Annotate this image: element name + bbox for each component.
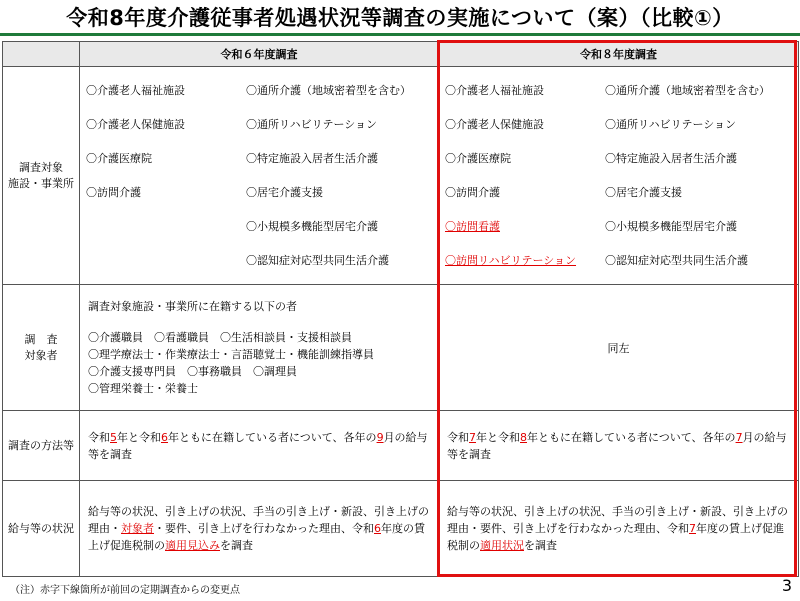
- facility-item: 〇訪問介護: [86, 185, 141, 199]
- facility-item: 〇居宅介護支援: [605, 185, 682, 199]
- subjects-r6: [80, 285, 439, 411]
- subjects-line: 〇介護支援専門員 〇事務職員 〇調理員: [88, 365, 297, 378]
- method-changed: 6: [161, 430, 168, 444]
- facility-item: 〇通所リハビリテーション: [246, 117, 378, 131]
- salary-text: 年度の賃上げ促進税制の: [447, 522, 784, 552]
- facility-item: 〇介護老人福祉施設: [445, 83, 544, 97]
- method-label: 調査の方法等: [3, 411, 80, 481]
- facility-item: 〇小規模多機能型居宅介護: [605, 219, 737, 233]
- method-text: 年と令和: [476, 430, 520, 444]
- same-as-left: 同左: [607, 341, 630, 355]
- header-empty: [3, 42, 80, 67]
- facility-item: 〇通所リハビリテーション: [605, 117, 737, 131]
- facilities-r8: [439, 67, 799, 285]
- facility-item: 〇居宅介護支援: [246, 185, 323, 199]
- salary-text: 給与等の状況、引き上げの状況、手当の引き上げ・新設、引き上げの理由・: [88, 505, 429, 535]
- method-text: 令和: [447, 430, 469, 444]
- facility-item: 〇介護老人保健施設: [445, 117, 544, 131]
- facilities-label-line1: 調査対象: [19, 160, 63, 174]
- header-r6: 令和６年度調査: [80, 42, 439, 67]
- subjects-label-line2: 対象者: [24, 348, 58, 362]
- facility-item: 〇認知症対応型共同生活介護: [605, 253, 748, 267]
- salary-text: ・要件、引き上げを行わなかった理由、令和: [154, 522, 374, 535]
- method-r6: [80, 411, 439, 481]
- facility-item: 〇通所介護（地域密着型を含む）: [605, 83, 770, 97]
- facility-item: 〇介護老人保健施設: [86, 117, 185, 131]
- facility-item: 〇介護医療院: [445, 151, 511, 165]
- method-text: 年ともに在籍している者について、各年の: [168, 430, 377, 444]
- method-text: 月の給与等を調査: [88, 430, 428, 461]
- subjects-label: [3, 285, 80, 411]
- method-text: 月の給与等を調査: [447, 430, 787, 461]
- method-changed: 7: [735, 430, 743, 444]
- subjects-line: 〇介護職員 〇看護職員 〇生活相談員・支援相談員: [88, 331, 352, 344]
- salary-label: 給与等の状況: [3, 481, 80, 577]
- method-text: 年と令和: [117, 430, 161, 444]
- salary-text: 年度の賃上げ促進税制の: [88, 522, 425, 552]
- facility-item: 〇通所介護（地域密着型を含む）: [246, 83, 411, 97]
- subjects-line: 〇理学療法士・作業療法士・言語聴覚士・機能訓練指導員: [88, 348, 374, 361]
- facilities-label: [3, 67, 80, 285]
- facilities-row: [3, 67, 799, 285]
- footnote: （注）赤字下線箇所が前回の定期調査からの変更点: [10, 585, 240, 596]
- salary-row: [3, 481, 799, 577]
- subjects-r8: [439, 285, 799, 411]
- method-changed: 5: [110, 430, 117, 444]
- salary-text: を調査: [524, 539, 557, 552]
- method-text: 年ともに在籍している者について、各年の: [527, 430, 736, 444]
- subjects-row: [3, 285, 799, 411]
- comparison-table: [2, 41, 799, 577]
- header-row: [3, 42, 799, 67]
- facility-item: 〇訪問介護: [445, 185, 500, 199]
- header-r8: 令和８年度調査: [439, 42, 799, 67]
- method-changed: 9: [376, 430, 384, 444]
- salary-text: 給与等の状況、引き上げの状況、手当の引き上げ・新設、引き上げの理由・要件、引き上げを行わなかった理由、令和: [447, 505, 788, 535]
- subjects-line: 〇管理栄養士・栄養士: [88, 382, 198, 395]
- salary-changed: 7: [689, 522, 696, 535]
- facility-item: 〇特定施設入居者生活介護: [605, 151, 737, 165]
- facility-item: 〇介護医療院: [86, 151, 152, 165]
- facility-item-changed: 〇訪問看護: [445, 219, 500, 233]
- title-area: [0, 0, 800, 38]
- facility-item: 〇認知症対応型共同生活介護: [246, 253, 389, 267]
- facility-item: 〇小規模多機能型居宅介護: [246, 219, 378, 233]
- method-changed: 8: [520, 430, 527, 444]
- method-r8: [439, 411, 799, 481]
- salary-changed: 対象者: [121, 522, 154, 535]
- salary-changed: 6: [374, 522, 381, 535]
- salary-r6: [80, 481, 439, 577]
- salary-text: を調査: [220, 539, 253, 552]
- method-text: 令和: [88, 430, 110, 444]
- facility-item-empty: [86, 244, 246, 278]
- facilities-r6: [80, 67, 439, 285]
- facility-item-empty: [86, 210, 246, 244]
- method-changed: 7: [469, 430, 476, 444]
- title-underline: [0, 33, 800, 36]
- facility-item-changed: 〇訪問リハビリテーション: [445, 253, 577, 267]
- subjects-label-line1: 調 査: [24, 332, 58, 346]
- salary-r8: [439, 481, 799, 577]
- facility-item: 〇介護老人福祉施設: [86, 83, 185, 97]
- salary-changed: 適用状況: [480, 539, 524, 552]
- page-number: 3: [781, 576, 792, 595]
- salary-changed: 適用見込み: [165, 539, 220, 552]
- method-row: [3, 411, 799, 481]
- facilities-label-line2: 施設・事業所: [8, 176, 74, 190]
- facility-item: 〇特定施設入居者生活介護: [246, 151, 378, 165]
- page-title: 令和8年度介護従事者処遇状況等調査の実施について（案）（比較①）: [66, 6, 734, 30]
- subjects-intro: 調査対象施設・事業所に在籍する以下の者: [88, 300, 297, 313]
